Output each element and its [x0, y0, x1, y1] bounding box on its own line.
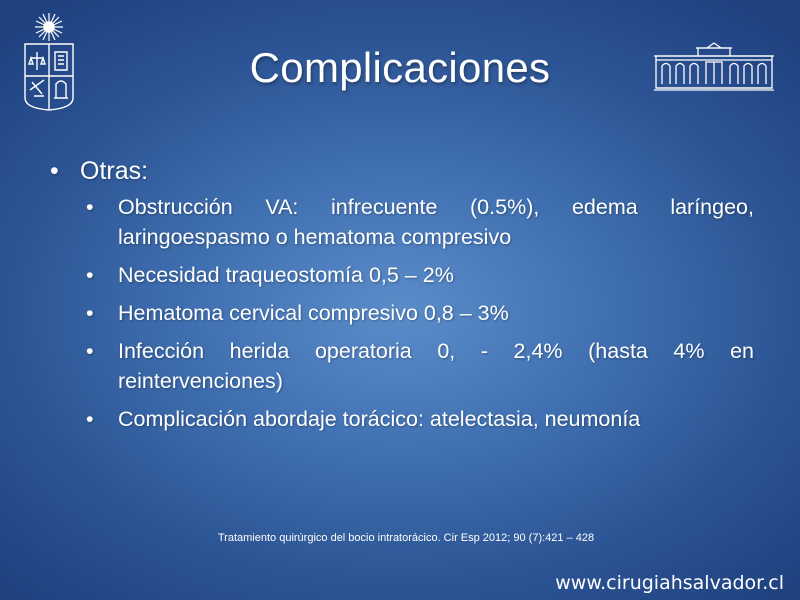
list-item-text: Complicación abordaje torácico: atelectasia, neumonía — [118, 407, 641, 431]
bullet-icon: • — [86, 195, 94, 219]
slide-body — [50, 152, 754, 442]
list-item — [50, 336, 754, 396]
bullet-icon: • — [50, 157, 59, 185]
main-bullet-item — [50, 152, 754, 190]
bullet-icon: • — [86, 263, 94, 287]
slide-title: Complicaciones — [249, 44, 551, 91]
list-item-text: Infección herida operatoria 0, - 2,4% (hasta 4% en reintervenciones) — [118, 339, 754, 393]
list-item-text: Hematoma cervical compresivo 0,8 – 3% — [118, 301, 509, 325]
bullet-icon: • — [86, 407, 94, 431]
list-item-text: Necesidad traqueostomía 0,5 – 2% — [118, 263, 454, 287]
list-item-text: Obstrucción VA: infrecuente (0.5%), edema laríngeo, laringoespasmo o hematoma compresivo — [118, 195, 754, 249]
main-bullet-text: Otras: — [80, 157, 149, 185]
hospital-building-icon — [652, 42, 776, 92]
bullet-icon: • — [86, 339, 94, 363]
list-item — [50, 404, 754, 434]
list-item — [50, 260, 754, 290]
list-item — [50, 298, 754, 328]
reference-citation: Tratamiento quirúrgico del bocio intratorácico. Cir Esp 2012; 90 (7):421 – 428 — [217, 532, 595, 544]
list-item — [50, 192, 754, 252]
sub-bullet-list — [50, 192, 754, 434]
bullet-icon: • — [86, 301, 94, 325]
website-url: www.cirugiahsalvador.cl — [555, 572, 784, 594]
